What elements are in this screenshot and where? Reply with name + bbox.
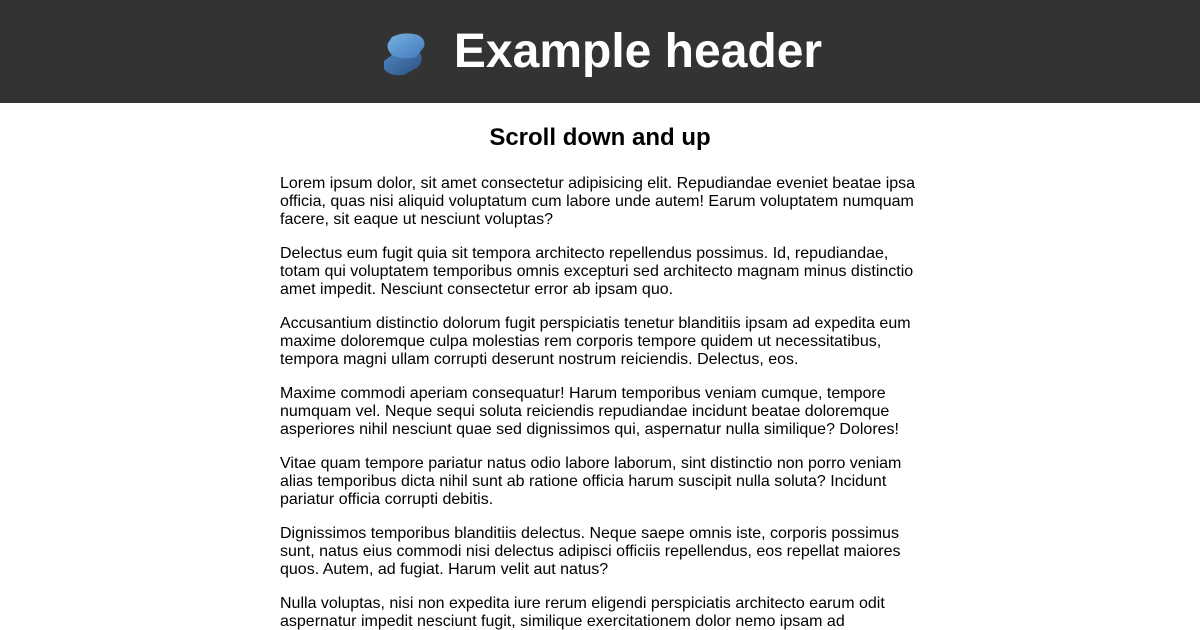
paragraph: Dignissimos temporibus blanditiis delectus. Neque saepe omnis iste, corporis possimus sunt, natus eius commodi nisi delectus adipisci officiis repellendus, eos repellat maiores quos. Autem, ad fugiat. Harum velit aut natus?	[280, 525, 901, 578]
solid-logo-icon	[378, 27, 430, 79]
site-header	[0, 0, 1200, 103]
main-content	[280, 124, 920, 630]
paragraph: Accusantium distinctio dolorum fugit perspiciatis tenetur blanditiis ipsam ad expedita eum maxime doloremque culpa molestias rem corporis tempore quidem ut necessitatibus, tempora magni ullam corrupti deserunt nostrum reiciendis. Delectus, eos.	[280, 315, 911, 368]
paragraph: Vitae quam tempore pariatur natus odio labore laborum, sint distinctio non porro veniam alias temporibus dicta nihil sunt ab ratione officia harum suscipit nulla soluta? Incidunt pariatur officia corrupti debitis.	[280, 455, 902, 508]
paragraph: Delectus eum fugit quia sit tempora architecto repellendus possimus. Id, repudiandae, totam qui voluptatem temporibus omnis excepturi sed architecto magnam minus distinctio amet impedit. Nesciunt consectetur error ab ipsam quo.	[280, 245, 914, 298]
paragraph: Nulla voluptas, nisi non expedita iure rerum eligendi perspiciatis architecto earum odit aspernatur impedit nesciunt fugit, similique exercitationem dolor nemo ipsam ad	[280, 595, 885, 630]
header-title: Example header	[453, 24, 823, 78]
paragraph: Lorem ipsum dolor, sit amet consectetur adipisicing elit. Repudiandae eveniet beatae ipsa officia, quas nisi aliquid voluptatum cum labore unde autem! Earum voluptatem numquam facere, sit eaque ut nesciunt voluptas?	[280, 175, 916, 228]
page-title: Scroll down and up	[489, 124, 711, 151]
paragraph: Maxime commodi aperiam consequatur! Harum temporibus veniam cumque, tempore numquam vel. Neque sequi soluta reiciendis repudiandae incidunt beatae doloremque asperiores nihil nesciunt quae sed dignissimos qui, aspernatur nulla similique? Dolores!	[280, 385, 899, 438]
